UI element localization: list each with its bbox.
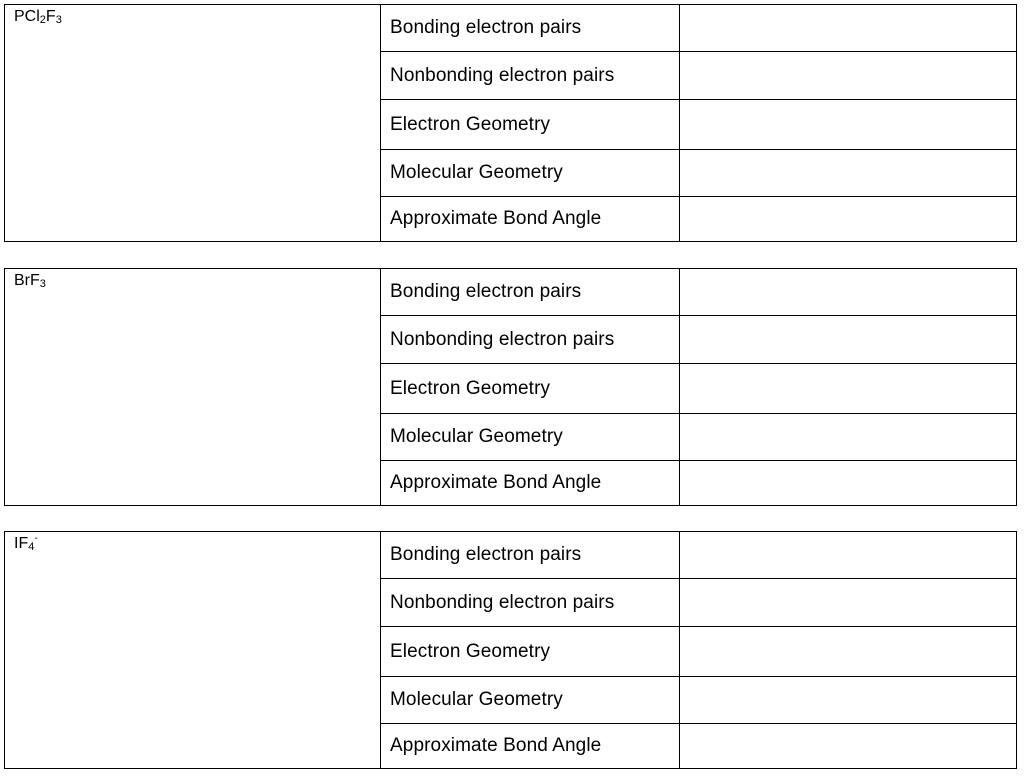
- formula-cell: [5, 532, 381, 768]
- formula-cell: [5, 269, 381, 505]
- answer-cell[interactable]: [680, 52, 1016, 99]
- property-row: [381, 269, 1016, 316]
- answer-cell[interactable]: [680, 316, 1016, 363]
- property-row: [381, 414, 1016, 461]
- answer-cell[interactable]: [680, 269, 1016, 315]
- row-label: Nonbonding electron pairs: [381, 52, 680, 99]
- property-row: [381, 461, 1016, 505]
- answer-cell[interactable]: [680, 532, 1016, 578]
- row-label: Molecular Geometry: [381, 677, 680, 723]
- row-label: Approximate Bond Angle: [381, 197, 680, 241]
- property-row: [381, 316, 1016, 364]
- answer-cell[interactable]: [680, 100, 1016, 149]
- answer-cell[interactable]: [680, 150, 1016, 196]
- property-rows: [381, 532, 1016, 768]
- row-label: Molecular Geometry: [381, 150, 680, 196]
- row-label: Electron Geometry: [381, 364, 680, 413]
- property-row: [381, 627, 1016, 677]
- row-label: Approximate Bond Angle: [381, 724, 680, 768]
- property-row: [381, 150, 1016, 197]
- answer-cell[interactable]: [680, 414, 1016, 460]
- property-row: [381, 197, 1016, 241]
- molecule-block: [4, 531, 1017, 769]
- row-label: Molecular Geometry: [381, 414, 680, 460]
- property-row: [381, 364, 1016, 414]
- answer-cell[interactable]: [680, 461, 1016, 505]
- property-row: [381, 724, 1016, 768]
- property-row: [381, 677, 1016, 724]
- property-rows: [381, 269, 1016, 505]
- row-label: Nonbonding electron pairs: [381, 316, 680, 363]
- row-label: Bonding electron pairs: [381, 269, 680, 315]
- molecule-block: [4, 4, 1017, 242]
- answer-cell[interactable]: [680, 5, 1016, 51]
- row-label: Approximate Bond Angle: [381, 461, 680, 505]
- property-row: [381, 579, 1016, 627]
- answer-cell[interactable]: [680, 579, 1016, 626]
- answer-cell[interactable]: [680, 627, 1016, 676]
- row-label: Bonding electron pairs: [381, 5, 680, 51]
- property-row: [381, 100, 1016, 150]
- answer-cell[interactable]: [680, 677, 1016, 723]
- answer-cell[interactable]: [680, 197, 1016, 241]
- formula-text: $PCl_2F_3$: [14, 8, 62, 26]
- property-row: [381, 52, 1016, 100]
- formula-text: BrF$_3$: [14, 272, 46, 290]
- row-label: Bonding electron pairs: [381, 532, 680, 578]
- property-row: [381, 532, 1016, 579]
- property-rows: [381, 5, 1016, 241]
- row-label: Electron Geometry: [381, 627, 680, 676]
- formula-text: $IF_4^-$: [14, 533, 38, 553]
- row-label: Electron Geometry: [381, 100, 680, 149]
- row-label: Nonbonding electron pairs: [381, 579, 680, 626]
- answer-cell[interactable]: [680, 724, 1016, 768]
- answer-cell[interactable]: [680, 364, 1016, 413]
- property-row: [381, 5, 1016, 52]
- formula-cell: [5, 5, 381, 241]
- molecule-block: [4, 268, 1017, 506]
